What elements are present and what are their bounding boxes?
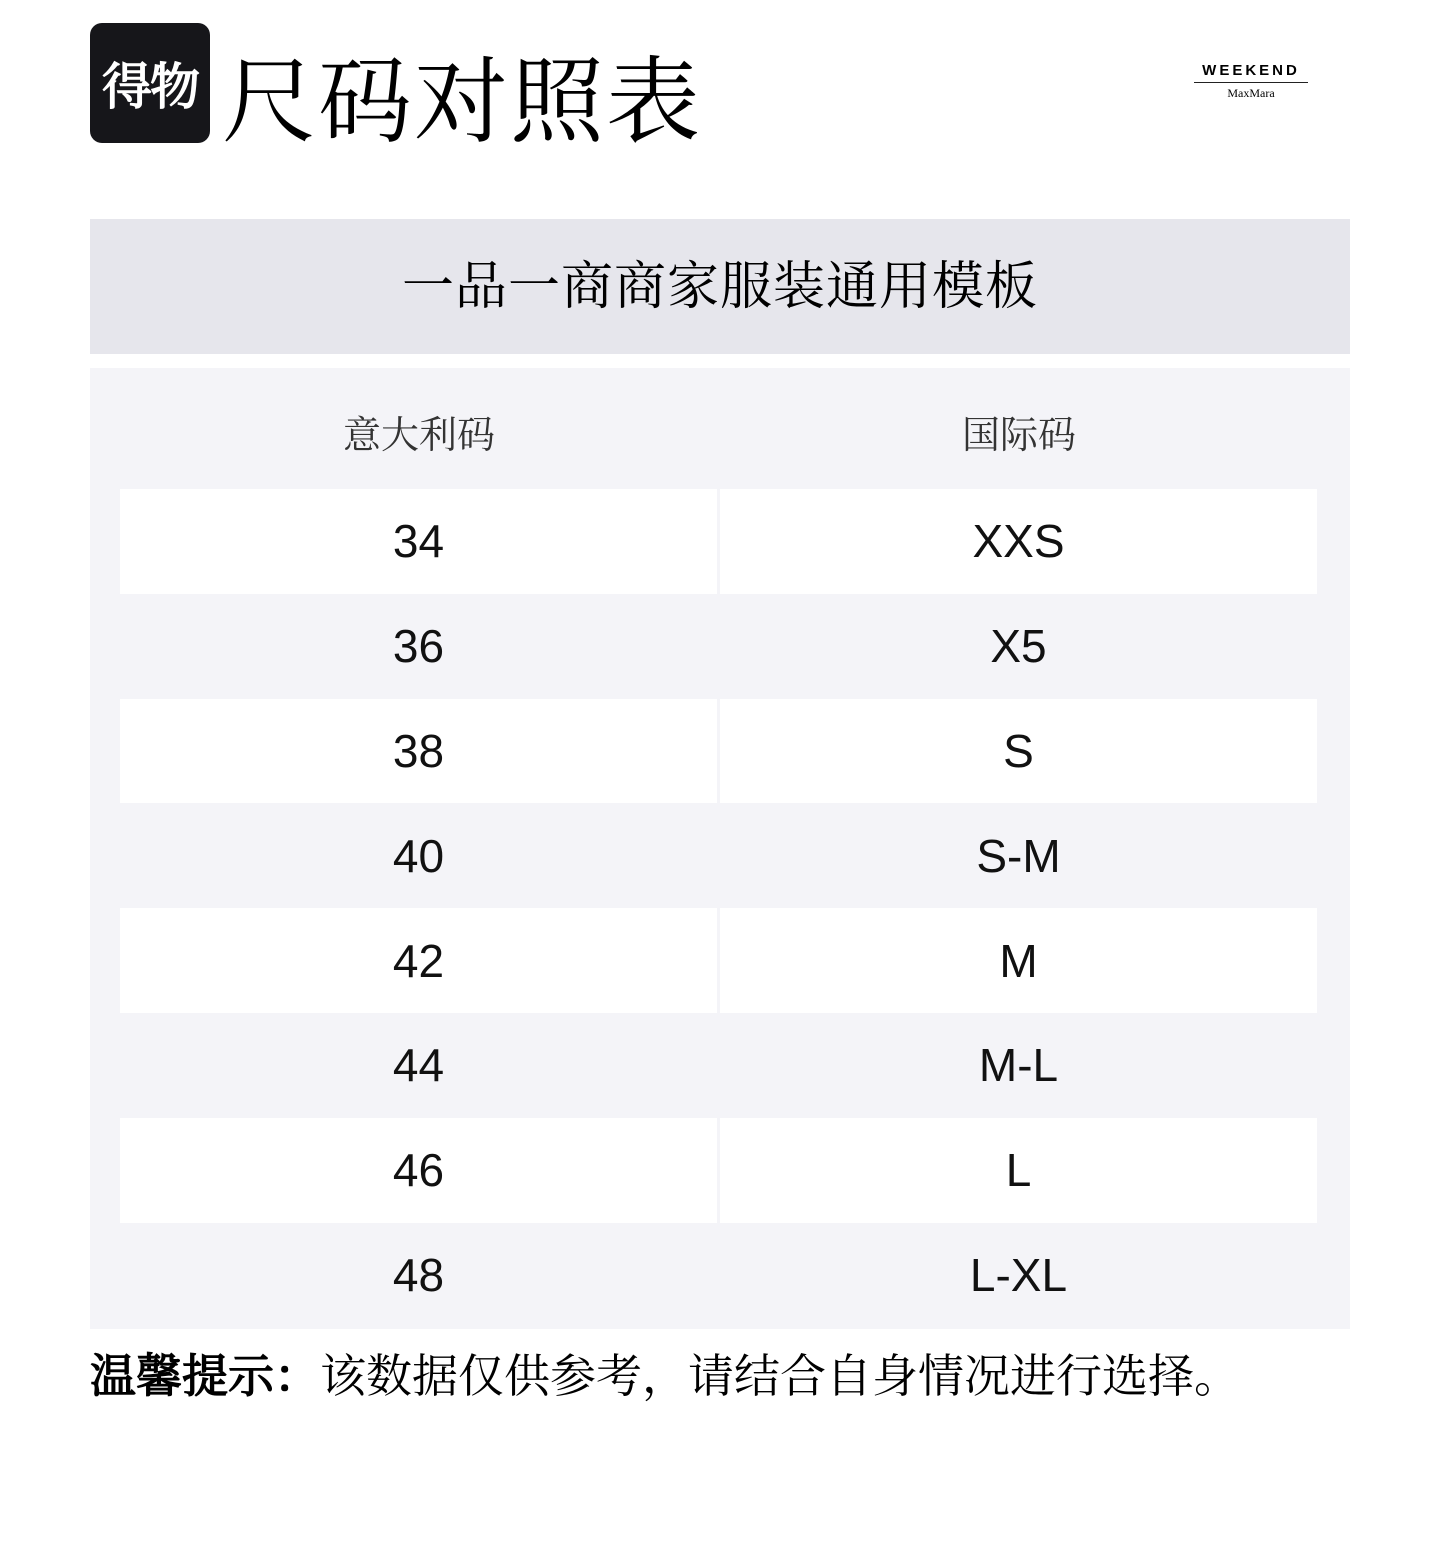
italian-size-cell: 44: [392, 1039, 445, 1092]
international-size-cell: X5: [990, 620, 1047, 673]
template-title-bar: [90, 219, 1350, 354]
italian-size-cell: 48: [392, 1248, 445, 1301]
italian-size-cell: 34: [120, 489, 717, 594]
international-size-cell: M: [720, 908, 1317, 1013]
table-row: [120, 699, 1317, 804]
header: [0, 0, 1440, 200]
table-body: [120, 489, 1317, 1327]
table-row: [120, 1223, 1317, 1328]
column-header-international-size: 国际码: [961, 413, 1076, 457]
size-table: [90, 368, 1350, 1329]
italian-size-cell: 40: [392, 829, 445, 882]
italian-size-cell: 46: [120, 1118, 717, 1223]
tip-label: 温馨提示：: [90, 1349, 320, 1403]
table-row: [120, 1118, 1317, 1223]
international-size-cell: L: [720, 1118, 1317, 1223]
app-logo: 得物: [90, 23, 210, 143]
brand-logo: [1194, 62, 1308, 101]
table-row: [120, 803, 1317, 908]
page-title: 尺码对照表: [222, 48, 703, 157]
table-row: [120, 489, 1317, 594]
table-row: [120, 594, 1317, 699]
italian-size-cell: 38: [120, 699, 717, 804]
table-row: [120, 1013, 1317, 1118]
column-header-italian-size: 意大利码: [342, 413, 495, 457]
international-size-cell: XXS: [720, 489, 1317, 594]
table-row: [120, 908, 1317, 1013]
international-size-cell: M-L: [978, 1039, 1059, 1092]
international-size-cell: L-XL: [969, 1248, 1068, 1301]
tip-text: 该数据仅供参考，请结合自身情况进行选择。: [320, 1349, 1240, 1403]
italian-size-cell: 36: [392, 620, 445, 673]
international-size-cell: S: [720, 699, 1317, 804]
brand-logo-line2: MaxMara: [1227, 86, 1275, 100]
tip-note: [90, 1348, 1370, 1404]
template-title: 一品一商商家服装通用模板: [401, 256, 1038, 317]
italian-size-cell: 42: [120, 908, 717, 1013]
brand-logo-line1: WEEKEND: [1194, 62, 1308, 83]
international-size-cell: S-M: [976, 829, 1061, 882]
